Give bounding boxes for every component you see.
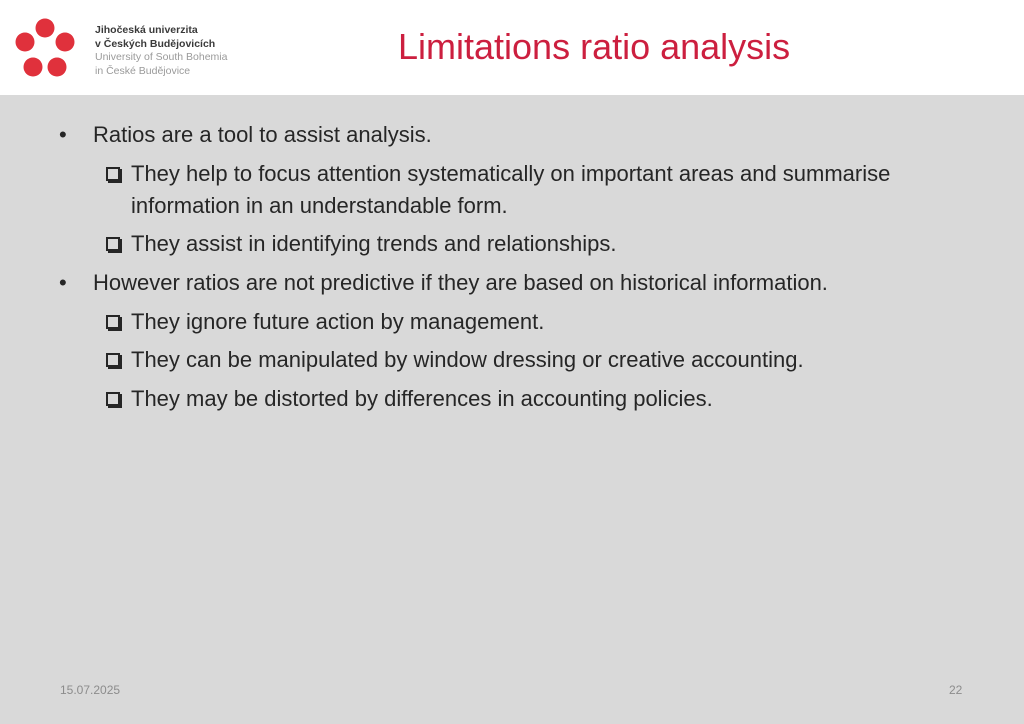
checkbox-bullet-icon — [106, 315, 120, 329]
bullet-dot-icon: • — [59, 270, 67, 295]
bullet-text: However ratios are not predictive if they are based on historical information. — [93, 270, 828, 295]
sub-bullet-item — [106, 383, 966, 415]
checkbox-bullet-icon — [106, 237, 120, 251]
sub-bullet-item — [106, 344, 966, 376]
sub-bullet-item — [106, 228, 966, 260]
bullet-dot-icon: • — [59, 122, 67, 147]
sub-bullet-item — [106, 306, 966, 338]
footer-date: 15.07.2025 — [60, 683, 121, 697]
checkbox-bullet-icon — [106, 353, 120, 367]
sub-bullet-text: They assist in identifying trends and relationships. — [131, 231, 617, 256]
slide-title: Limitations ratio analysis — [398, 26, 791, 67]
checkbox-bullet-icon — [106, 392, 120, 406]
sub-bullet-text: They ignore future action by management. — [131, 309, 545, 334]
sub-bullet-item — [106, 158, 966, 222]
university-name-line: University of South Bohemia — [95, 51, 228, 63]
slide-header — [0, 0, 1024, 95]
sub-bullet-text: They help to focus attention systematically on important areas and summarise information in an understandable form. — [131, 161, 891, 218]
university-name-line: v Českých Budějovicích — [95, 37, 216, 50]
university-name — [95, 24, 227, 78]
university-name-line: Jihočeská univerzita — [95, 24, 198, 36]
university-logo-icon — [14, 18, 76, 80]
bullet-text: Ratios are a tool to assist analysis. — [93, 122, 432, 147]
university-name-line: in České Budějovice — [95, 64, 191, 77]
sub-bullet-text: They may be distorted by differences in accounting policies. — [131, 386, 713, 411]
sub-bullet-text: They can be manipulated by window dressing or creative accounting. — [131, 347, 804, 372]
bullet-item — [59, 119, 979, 151]
checkbox-bullet-icon — [106, 167, 120, 181]
bullet-item — [59, 267, 979, 299]
page-number: 22 — [949, 683, 963, 697]
